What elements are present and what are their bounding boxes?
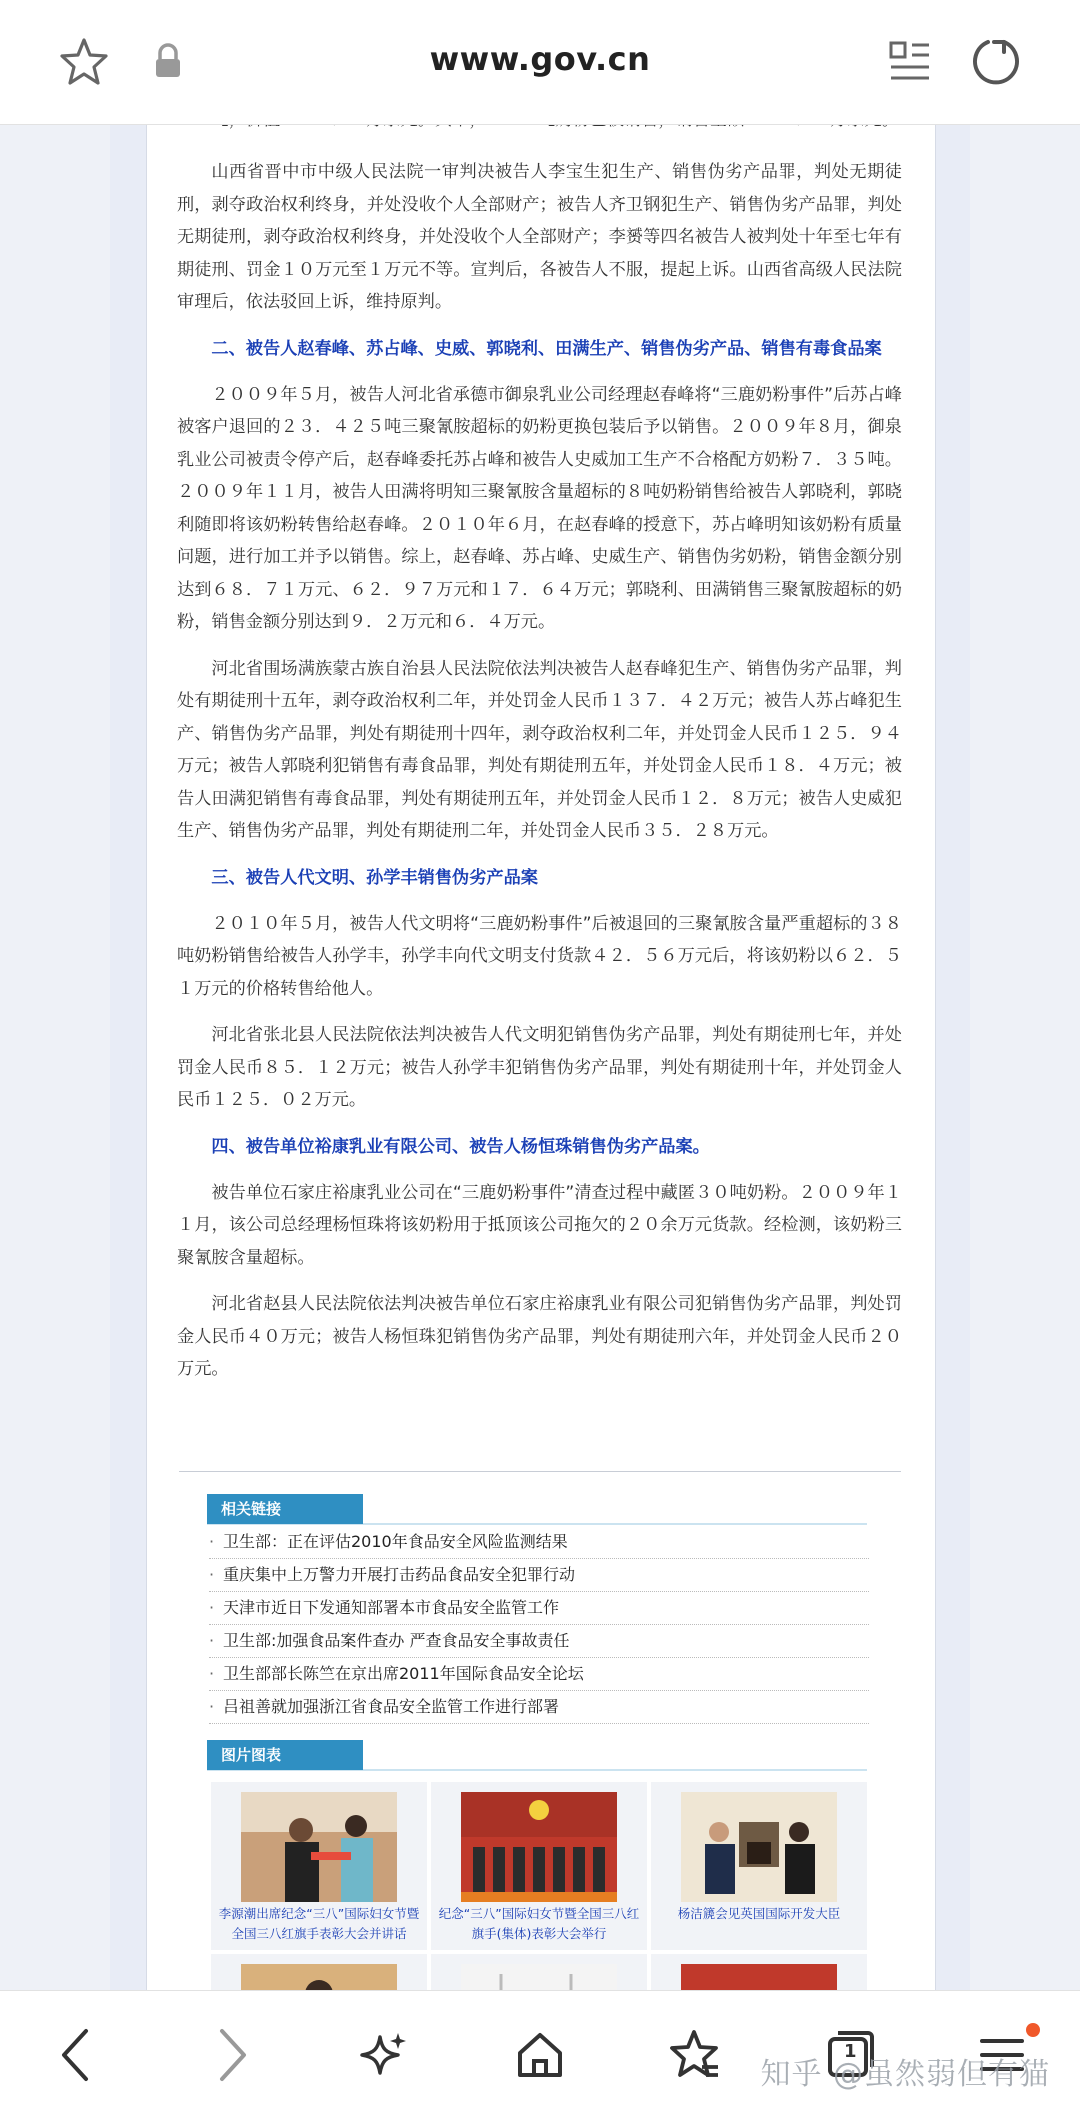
back-icon[interactable] xyxy=(44,2023,108,2087)
photo-caption[interactable]: 纪念“三八”国际妇女节暨全国三八红旗手(集体)表彰大会举行 xyxy=(438,1906,640,1941)
photo-card[interactable] xyxy=(651,1782,867,1950)
tab-count: 1 xyxy=(844,2041,857,2062)
photo-caption[interactable]: 李源潮出席纪念“三八”国际妇女节暨全国三八红旗手表彰大会并讲话 xyxy=(218,1906,420,1941)
article-paragraph: ２０１０年５月，被告人代文明将“三鹿奶粉事件”后被退回的三聚氰胺含量严重超标的３８吨奶粉销售给被告人孙学丰，孙学丰向代文明支付货款４２．５６万元后，将该奶粉以６２．５１万元的价格转售给他人。 xyxy=(177,913,902,999)
favorites-icon[interactable] xyxy=(662,2023,726,2087)
photo-caption[interactable]: 杨洁篪会见英国国际开发大臣 xyxy=(677,1906,841,1921)
related-link[interactable]: · 重庆集中上万警力开展打击药品食品安全犯罪行动 xyxy=(209,1559,869,1592)
photo-thumbnail[interactable] xyxy=(241,1792,397,1902)
article-paragraph: 山西省晋中市中级人民法院一审判决被告人李宝生犯生产、销售伪劣产品罪，判处无期徒刑，剥夺政治权利终身，并处没收个人全部财产；被告人齐卫钢犯生产、销售伪劣产品罪，判处无期徒刑，剥夺政治权利终身，并处没收个人全部财产；李赟等四名被告人被判处十年至七年有期徒刑、罚金１０万元至１万元不等。宣判后，各被告人不服，提起上诉。山西省高级人民法院审理后，依法驳回上诉，维持原判。 xyxy=(177,162,902,312)
browser-top-bar xyxy=(0,0,1080,125)
watermark-text: 知乎 @虽然弱但有猫 xyxy=(760,2057,1050,2092)
forward-icon[interactable] xyxy=(200,2023,264,2087)
related-links-list xyxy=(209,1526,869,1724)
photos-section-title: 图片图表 xyxy=(207,1740,363,1770)
article-paragraph: 河北省围场满族蒙古族自治县人民法院依法判决被告人赵春峰犯生产、销售伪劣产品罪，判处有期徒刑十五年，剥夺政治权利二年，并处罚金人民币１３７．４２万元；被告人苏占峰犯生产、销售伪劣产品罪，判处有期徒刑十四年，剥夺政治权利二年，并处罚金人民币１２５．９４万元；被告人郭晓利犯销售有毒食品罪，判处有期徒刑五年，并处罚金人民币１８．４万元；被告人田满犯销售有毒食品罪，判处有期徒刑五年，并处罚金人民币１２．８万元；被告人史威犯生产、销售伪劣产品罪，判处有期徒刑二年，并处罚金人民币３５．２８万元。 xyxy=(177,658,902,841)
article-section-heading: 三、被告人代文明、孙学丰销售伪劣产品案 xyxy=(211,867,538,888)
photo-thumbnail[interactable] xyxy=(681,1792,837,1902)
related-link[interactable]: · 卫生部：正在评估2010年食品安全风险监测结果 xyxy=(209,1526,869,1559)
article-body xyxy=(177,156,902,1400)
article-section-heading: 二、被告人赵春峰、苏占峰、史威、郭晓利、田满生产、销售伪劣产品、销售有毒食品案 xyxy=(211,338,882,359)
related-link[interactable]: · 卫生部:加强食品案件查办 严查食品安全事故责任 xyxy=(209,1625,869,1658)
section-divider xyxy=(179,1471,901,1472)
article-paragraph: 被告单位石家庄裕康乳业公司在“三鹿奶粉事件”清查过程中藏匿３０吨奶粉。２００９年１１月，该公司总经理杨恒珠将该奶粉用于抵顶该公司拖欠的２０余万元货款。经检测，该奶粉三聚氰胺含量超标。 xyxy=(177,1182,902,1268)
related-link[interactable]: · 卫生部部长陈竺在京出席2011年国际食品安全论坛 xyxy=(209,1658,869,1691)
article-paragraph: 河北省张北县人民法院依法判决被告人代文明犯销售伪劣产品罪，判处有期徒刑七年，并处罚金人民币８５．１２万元；被告人孙学丰犯销售伪劣产品罪，判处有期徒刑十年，并处罚金人民币１２５．０２万元。 xyxy=(177,1025,902,1110)
photo-card[interactable] xyxy=(211,1782,427,1950)
article-paragraph: 河北省赵县人民法院依法判决被告单位石家庄裕康乳业有限公司犯销售伪劣产品罪，判处罚金人民币４０万元；被告人杨恒珠犯销售伪劣产品罪，判处有期徒刑六年，并处罚金人民币２０万元。 xyxy=(177,1294,902,1379)
related-links-title: 相关链接 xyxy=(207,1494,363,1524)
address-bar-url[interactable]: www.gov.cn xyxy=(429,40,651,78)
related-link[interactable]: · 吕祖善就加强浙江省食品安全监管工作进行部署 xyxy=(209,1691,869,1724)
browser-bottom-bar xyxy=(0,1990,1080,2116)
reader-mode-icon[interactable] xyxy=(882,34,938,90)
photo-card[interactable] xyxy=(431,1782,647,1950)
article-container xyxy=(146,100,936,2000)
ai-sparkle-icon[interactable] xyxy=(352,2023,416,2087)
home-icon[interactable] xyxy=(508,2023,572,2087)
article-section-heading: 四、被告单位裕康乳业有限公司、被告人杨恒珠销售伪劣产品案。 xyxy=(211,1136,710,1157)
menu-notification-dot xyxy=(1026,2023,1040,2037)
photos-section-underline xyxy=(207,1769,867,1771)
related-links-underline xyxy=(207,1523,867,1525)
related-link[interactable]: · 天津市近日下发通知部署本市食品安全监管工作 xyxy=(209,1592,869,1625)
photo-thumbnail[interactable] xyxy=(461,1792,617,1902)
reload-icon[interactable] xyxy=(968,34,1024,90)
article-paragraph: ２００９年５月，被告人河北省承德市御泉乳业公司经理赵春峰将“三鹿奶粉事件”后苏占峰被客户退回的２３．４２５吨三聚氰胺超标的奶粉更换包装后予以销售。２００９年８月，御泉乳业公司被责令停产后，赵春峰委托苏占峰和被告人史威加工生产不合格配方奶粉７．３５吨。２００９年１１月，被告人田满将明知三聚氰胺含量超标的８吨奶粉销售给被告人郭晓利，郭晓利随即将该奶粉转售给赵春峰。２０１０年６月，在赵春峰的授意下，苏占峰明知该奶粉有质量问题，进行加工并予以销售。综上，赵春峰、苏占峰、史威生产、销售伪劣奶粉，销售金额分别达到６８．７１万元、６２．９７万元和１７．６４万元；郭晓利、田满销售三聚氰胺超标的奶粉，销售金额分别达到９．２万元和６．４万元。 xyxy=(177,384,902,632)
